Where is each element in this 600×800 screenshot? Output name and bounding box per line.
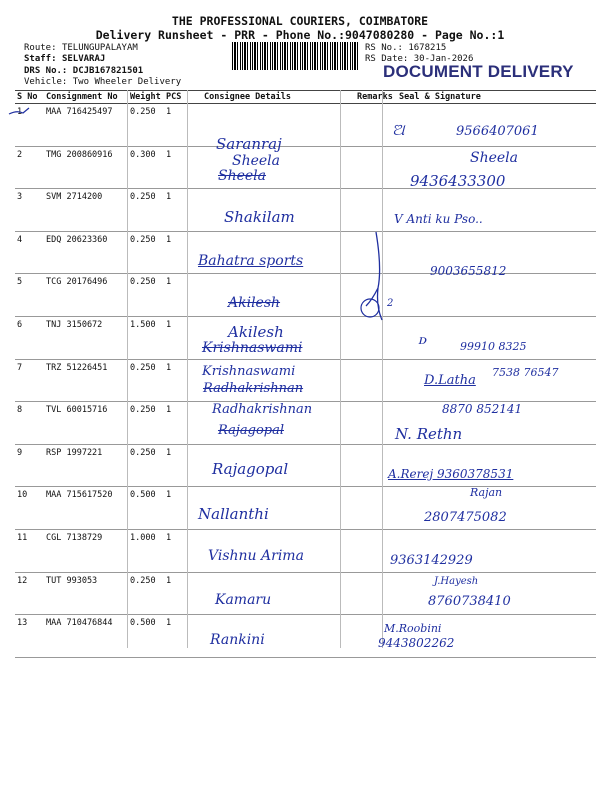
cell-weight: 0.500 (127, 615, 163, 658)
handwritten-name: Sheela (218, 168, 267, 184)
staff-line (24, 54, 105, 64)
cell-remarks (354, 189, 396, 232)
handwritten-signature: N. Rethn (395, 425, 463, 443)
table-row (15, 189, 596, 232)
cell-sno: 6 (15, 316, 43, 359)
cell-pcs: 1 (163, 444, 201, 487)
cell-pcs: 1 (163, 359, 201, 402)
rs-number: RS No.: 1678215 (365, 43, 447, 53)
cell-pcs: 1 (163, 487, 201, 530)
cell-sno: 7 (15, 359, 43, 402)
cell-remarks (354, 572, 396, 615)
company-title: THE PROFESSIONAL COURIERS, COIMBATORE (171, 14, 429, 28)
cell-sno: 1 (15, 104, 43, 147)
cell-weight: 0.250 (127, 444, 163, 487)
table-header-row (15, 91, 596, 104)
cell-pcs: 1 (163, 146, 201, 189)
handwritten-name: Radhakrishnan (203, 381, 304, 396)
cell-remarks (354, 487, 396, 530)
handwritten-phone: 2807475082 (424, 510, 507, 525)
cell-consignment-no: MAA 710476844 (43, 615, 127, 658)
cell-pcs: 1 (163, 316, 201, 359)
handwritten-signature: Sheela (470, 150, 519, 166)
col-seal: Seal & Signature (396, 91, 596, 104)
cell-consignment-no: TNJ 3150672 (43, 316, 127, 359)
col-weight: Weight (127, 91, 163, 104)
cell-remarks (354, 146, 396, 189)
tick-mark (7, 106, 31, 120)
table-row (15, 529, 596, 572)
handwritten-name: Shakilam (224, 208, 295, 226)
handwritten-name: Nallanthi (198, 505, 269, 523)
handwritten-name: Rankini (210, 632, 265, 648)
cell-consignment-no: TVL 60015716 (43, 402, 127, 445)
cell-sno: 10 (15, 487, 43, 530)
handwritten-signature: D.Latha (424, 373, 476, 388)
cell-sno: 5 (15, 274, 43, 317)
handwritten-phone: 99910 8325 (460, 340, 527, 353)
cell-remarks (354, 104, 396, 147)
drs-label: DRS No.: (24, 66, 68, 76)
cell-pcs: 1 (163, 104, 201, 147)
col-remarks: Remarks (354, 91, 396, 104)
remarks-brace-mark (348, 228, 388, 328)
signature-mark: ଅ (392, 120, 405, 139)
handwritten-phone: 9436433300 (410, 172, 506, 190)
cell-weight: 0.500 (127, 487, 163, 530)
column-divider (187, 90, 188, 648)
table-row (15, 231, 596, 274)
cell-remarks (354, 402, 396, 445)
barcode (232, 42, 360, 70)
cell-sno: 8 (15, 402, 43, 445)
cell-sno: 13 (15, 615, 43, 658)
cell-pcs: 1 (163, 231, 201, 274)
col-sno: S No (15, 91, 43, 104)
cell-consignment-no: EDQ 20623360 (43, 231, 127, 274)
handwritten-signature: J.Hayesh (434, 576, 479, 587)
staff-label: Staff: (24, 54, 57, 64)
runsheet-subtitle: Delivery Runsheet - PRR - Phone No.:9047080280 - Page No.:1 (95, 28, 505, 42)
handwritten-name: Rajagopal (218, 423, 284, 438)
cell-weight: 1.500 (127, 316, 163, 359)
handwritten-phone: 9003655812 (430, 264, 507, 278)
cell-seal-signature (396, 274, 596, 317)
table-row (15, 487, 596, 530)
cell-consignment-no: SVM 2714200 (43, 189, 127, 232)
cell-sno: 9 (15, 444, 43, 487)
handwritten-phone: 9443802262 (378, 636, 455, 650)
rs-date: RS Date: 30-Jan-2026 (365, 54, 474, 64)
handwritten-name: Bahatra sports (198, 253, 304, 269)
table-row (15, 615, 596, 658)
cell-sno: 12 (15, 572, 43, 615)
handwritten-name: Sheela (232, 153, 281, 169)
column-divider (127, 90, 128, 648)
vehicle-line: Vehicle: Two Wheeler Delivery (24, 77, 182, 87)
cell-pcs: 1 (163, 402, 201, 445)
cell-weight: 0.250 (127, 104, 163, 147)
cell-weight: 0.250 (127, 572, 163, 615)
cell-pcs: 1 (163, 572, 201, 615)
staff-value: SELVARAJ (61, 54, 106, 64)
cell-weight: 0.250 (127, 231, 163, 274)
handwritten-name: Saranraj (216, 135, 282, 153)
cell-weight: 0.250 (127, 274, 163, 317)
handwritten-signature: Rajan (470, 486, 503, 499)
handwritten-name: Rajagopal (212, 460, 289, 478)
cell-sno: 4 (15, 231, 43, 274)
handwritten-name: Akilesh (228, 323, 284, 341)
cell-consignment-no: TCG 20176496 (43, 274, 127, 317)
handwritten-signature: M.Roobini (384, 622, 442, 635)
handwritten-signature: V Anti ku Pso.. (394, 212, 483, 226)
handwritten-phone: A.Rerej 9360378531 (388, 467, 514, 481)
cell-pcs: 1 (163, 189, 201, 232)
handwritten-name: Krishnaswami (202, 364, 296, 379)
handwritten-phone: 9363142929 (390, 553, 473, 568)
route-line (24, 43, 138, 53)
cell-weight: 0.300 (127, 146, 163, 189)
cell-pcs: 1 (163, 274, 201, 317)
handwritten-name: Radhakrishnan (212, 402, 313, 417)
cell-consignment-no: MAA 715617520 (43, 487, 127, 530)
cell-sno: 2 (15, 146, 43, 189)
cell-consignment-no: TRZ 51226451 (43, 359, 127, 402)
cell-consignment-no: RSP 1997221 (43, 444, 127, 487)
cell-consignment-no: TUT 993053 (43, 572, 127, 615)
handwritten-phone: 8870 852141 (442, 402, 523, 416)
cell-consignment-no: TMG 200860916 (43, 146, 127, 189)
cell-sno: 11 (15, 529, 43, 572)
cell-pcs: 1 (163, 615, 201, 658)
column-divider (340, 90, 341, 648)
table-row (15, 274, 596, 317)
column-divider (382, 90, 383, 648)
drs-value: DCJB167821501 (72, 66, 144, 76)
cell-consignment-no: CGL 7138729 (43, 529, 127, 572)
handwritten-phone: 8760738410 (428, 594, 511, 609)
cell-weight: 1.000 (127, 529, 163, 572)
cell-weight: 0.250 (127, 402, 163, 445)
cell-pcs: 1 (163, 529, 201, 572)
col-pcs: PCS (163, 91, 201, 104)
cell-sno: 3 (15, 189, 43, 232)
col-consignment: Consignment No (43, 91, 127, 104)
route-value: TELUNGUPALAYAM (61, 43, 138, 53)
handwritten-phone: 7538 76547 (492, 366, 559, 379)
handwritten-name: Kamaru (215, 592, 272, 608)
cell-remarks (354, 359, 396, 402)
handwritten-name: Krishnaswami (202, 340, 303, 356)
cell-weight: 0.250 (127, 359, 163, 402)
drs-line (24, 66, 143, 76)
col-consignee: Consignee Details (201, 91, 354, 104)
route-label: Route: (24, 43, 57, 53)
signature-mark: ꭰ (418, 330, 426, 348)
document-delivery-stamp: DOCUMENT DELIVERY (383, 62, 574, 81)
handwritten-name: Vishnu Arima (208, 548, 304, 564)
remark-number: 2 (387, 298, 394, 309)
cell-weight: 0.250 (127, 189, 163, 232)
handwritten-phone: 9566407061 (456, 124, 539, 139)
handwritten-name: Akilesh (228, 295, 281, 311)
cell-consignment-no: MAA 716425497 (43, 104, 127, 147)
